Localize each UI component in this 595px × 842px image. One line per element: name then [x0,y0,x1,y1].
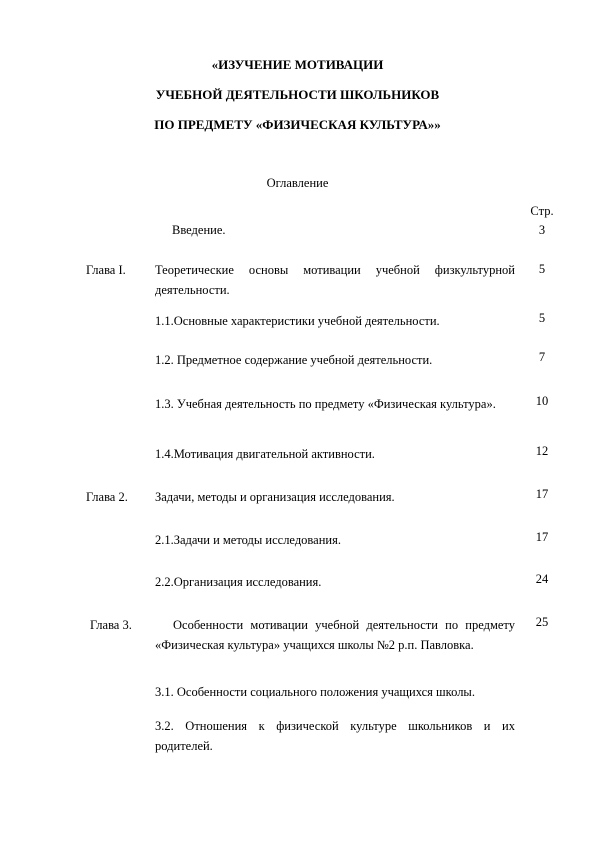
toc-entry-1-2: 1.2. Предметное содержание учебной деятельности. [155,353,433,367]
toc-page-chapter-2: 17 [535,487,549,501]
toc-entry-chapter-1: Теоретические основы мотивации учебной физкультурной деятельности. [155,263,515,297]
toc-heading: Оглавление [266,176,329,190]
toc-entry-chapter-3: Особенности мотивации учебной деятельности по предмету «Физическая культура» учащихся школы №2 р.п. Павловка. [155,618,515,652]
toc-page-chapter-3: 25 [535,615,549,629]
toc-page-1-2: 7 [538,350,546,364]
toc-page-2-1: 17 [535,530,549,544]
toc-page-1-1: 5 [538,311,546,325]
document-title-line-3: ПО ПРЕДМЕТУ «ФИЗИЧЕСКАЯ КУЛЬТУРА»» [154,117,441,132]
toc-page-1-4: 12 [535,444,549,458]
toc-entry-introduction: Введение. [172,223,226,237]
toc-chapter-3-label: Глава 3. [90,618,132,632]
toc-chapter-1-label: Глава I. [86,263,126,277]
toc-entry-1-1: 1.1.Основные характеристики учебной деятельности. [155,314,440,328]
page-column-header: Стр. [530,204,554,218]
toc-entry-chapter-2: Задачи, методы и организация исследования. [155,490,395,504]
toc-chapter-2-label: Глава 2. [86,490,128,504]
toc-page-2-2: 24 [535,572,549,586]
toc-entry-2-2: 2.2.Организация исследования. [155,575,322,589]
toc-page-chapter-1: 5 [538,262,546,276]
toc-entry-1-3: 1.3. Учебная деятельность по предмету «Физическая культура». [155,397,496,411]
toc-page-introduction: 3 [538,223,546,237]
toc-page-1-3: 10 [535,394,549,408]
toc-entry-3-1: 3.1. Особенности социального положения учащихся школы. [155,685,475,699]
document-title-line-2: УЧЕБНОЙ ДЕЯТЕЛЬНОСТИ ШКОЛЬНИКОВ [155,87,440,102]
toc-entry-2-1: 2.1.Задачи и методы исследования. [155,533,341,547]
toc-entry-3-2: 3.2. Отношения к физической культуре школьников и их родителей. [155,719,515,753]
document-title-line-1: «ИЗУЧЕНИЕ МОТИВАЦИИ [211,57,384,72]
toc-entry-1-4: 1.4.Мотивация двигательной активности. [155,447,375,461]
